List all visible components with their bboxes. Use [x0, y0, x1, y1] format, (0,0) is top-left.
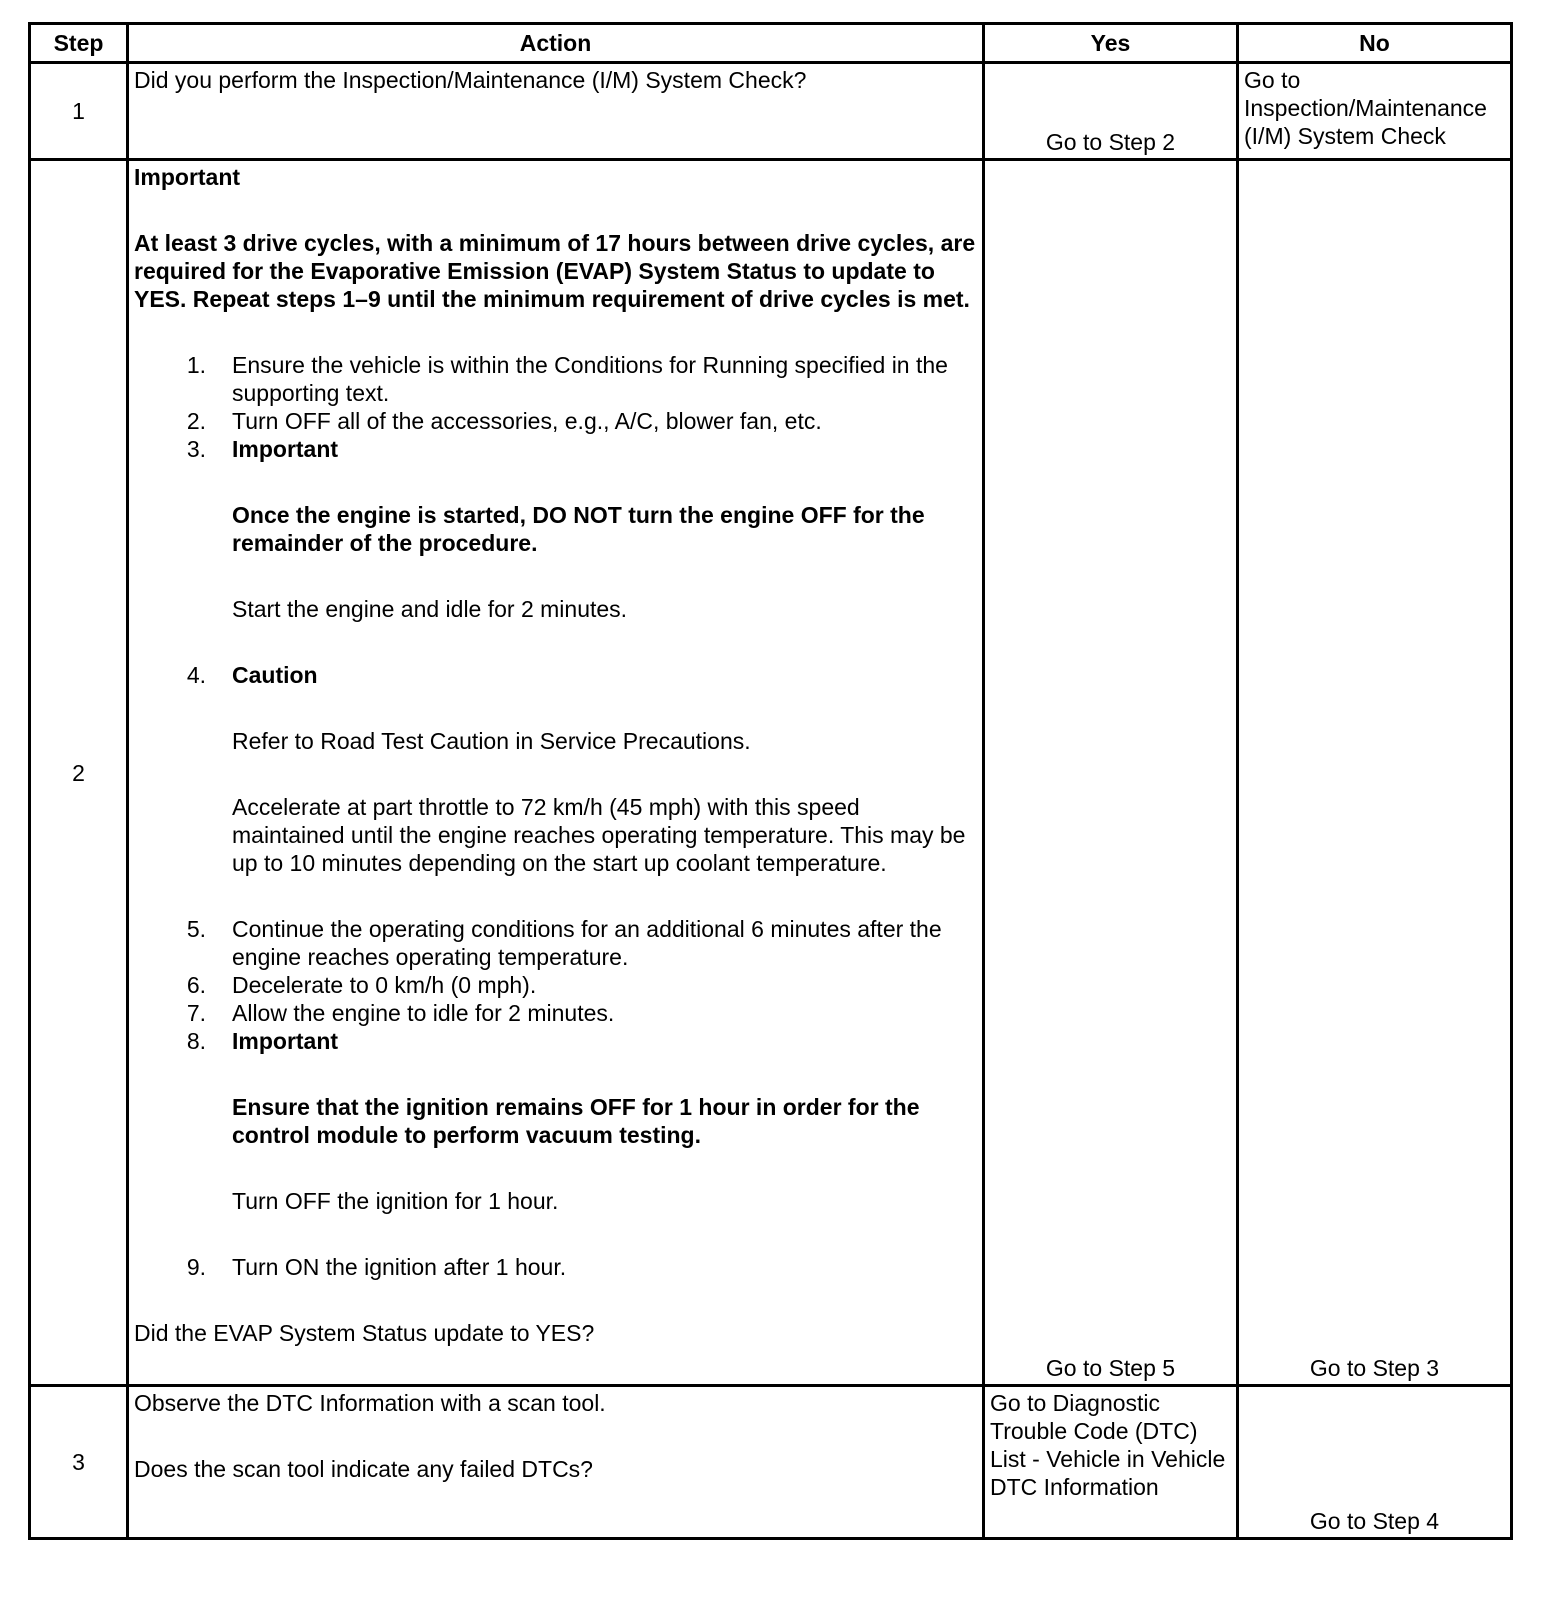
item-note: Ensure that the ignition remains OFF for 1 hour in order for the control module to perform vacuum testing.	[232, 1094, 920, 1148]
item-number: 6.	[186, 972, 206, 998]
yes-link[interactable]: Go to Diagnostic Trouble Code (DTC) List - Vehicle in Vehicle DTC Information	[990, 1390, 1226, 1500]
item-text: Continue the operating conditions for an additional 6 minutes after the engine reaches operating temperature.	[232, 916, 942, 970]
action-cell	[128, 1386, 984, 1539]
list-item	[134, 1253, 977, 1281]
item-number: 7.	[186, 1000, 206, 1026]
yes-cell	[984, 63, 1238, 160]
list-item	[134, 407, 977, 435]
item-text: Start the engine and idle for 2 minutes.	[232, 596, 628, 622]
item-text: Decelerate to 0 km/h (0 mph).	[232, 972, 537, 998]
action-text: Did you perform the Inspection/Maintenance (I/M) System Check?	[134, 67, 807, 93]
no-cell	[1238, 63, 1512, 160]
no-cell	[1238, 160, 1512, 1386]
item-number: 4.	[186, 662, 206, 688]
step-number: 1	[30, 63, 128, 160]
yes-cell	[984, 1386, 1238, 1539]
item-number: 3.	[186, 436, 206, 462]
no-link[interactable]: Go to Step 3	[1309, 1355, 1440, 1381]
procedure-list	[134, 351, 977, 1281]
header-no: No	[1238, 24, 1512, 63]
yes-link[interactable]: Go to Step 5	[1045, 1355, 1176, 1381]
item-note: Refer to Road Test Caution in Service Precautions.	[232, 728, 751, 754]
list-item	[134, 351, 977, 407]
item-label: Important	[232, 1028, 339, 1054]
item-text: Allow the engine to idle for 2 minutes.	[232, 1000, 615, 1026]
list-item	[134, 999, 977, 1027]
important-text: At least 3 drive cycles, with a minimum of 17 hours between drive cycles, are required for the Evaporative Emission (EVAP) System Status to update to YES. Repeat steps 1–9 until the minimum requirement of drive cycles is met.	[134, 230, 976, 312]
diagnostic-table	[28, 22, 1513, 1540]
item-text: Turn OFF all of the accessories, e.g., A/C, blower fan, etc.	[232, 408, 822, 434]
no-cell	[1238, 1386, 1512, 1539]
list-item	[134, 971, 977, 999]
list-item	[134, 915, 977, 971]
item-number: 8.	[186, 1028, 206, 1054]
yes-link[interactable]: Go to Step 2	[1045, 129, 1176, 155]
header-step: Step	[30, 24, 128, 63]
action-cell	[128, 160, 984, 1386]
action-cell	[128, 63, 984, 160]
item-text: Turn OFF the ignition for 1 hour.	[232, 1188, 559, 1214]
item-label: Important	[232, 436, 339, 462]
item-number: 5.	[186, 916, 206, 942]
step-number: 2	[30, 160, 128, 1386]
table-row	[30, 160, 1512, 1386]
header-yes: Yes	[984, 24, 1238, 63]
yes-cell	[984, 160, 1238, 1386]
step-number: 3	[30, 1386, 128, 1539]
item-number: 1.	[186, 352, 206, 378]
list-item	[134, 1027, 977, 1253]
item-text: Accelerate at part throttle to 72 km/h (45 mph) with this speed maintained until the engine reaches operating temperature. This may be up to 10 minutes depending on the start up coolant temperature.	[232, 794, 966, 876]
item-number: 9.	[186, 1254, 206, 1280]
question-text: Does the scan tool indicate any failed DTCs?	[134, 1456, 593, 1482]
no-link[interactable]: Go to Step 4	[1309, 1508, 1440, 1534]
list-item	[134, 661, 977, 915]
important-label: Important	[134, 164, 241, 190]
table-row	[30, 1386, 1512, 1539]
header-row	[30, 24, 1512, 63]
question-text: Did the EVAP System Status update to YES?	[134, 1320, 595, 1346]
item-number: 2.	[186, 408, 206, 434]
list-item	[134, 435, 977, 661]
table-row	[30, 63, 1512, 160]
no-link[interactable]: Go to Inspection/Maintenance (I/M) System Check	[1244, 67, 1487, 149]
item-note: Once the engine is started, DO NOT turn the engine OFF for the remainder of the procedure.	[232, 502, 925, 556]
item-text: Ensure the vehicle is within the Conditions for Running specified in the supporting text.	[232, 352, 948, 406]
item-text: Turn ON the ignition after 1 hour.	[232, 1254, 567, 1280]
action-text: Observe the DTC Information with a scan tool.	[134, 1390, 606, 1416]
item-label: Caution	[232, 662, 318, 688]
header-action: Action	[128, 24, 984, 63]
